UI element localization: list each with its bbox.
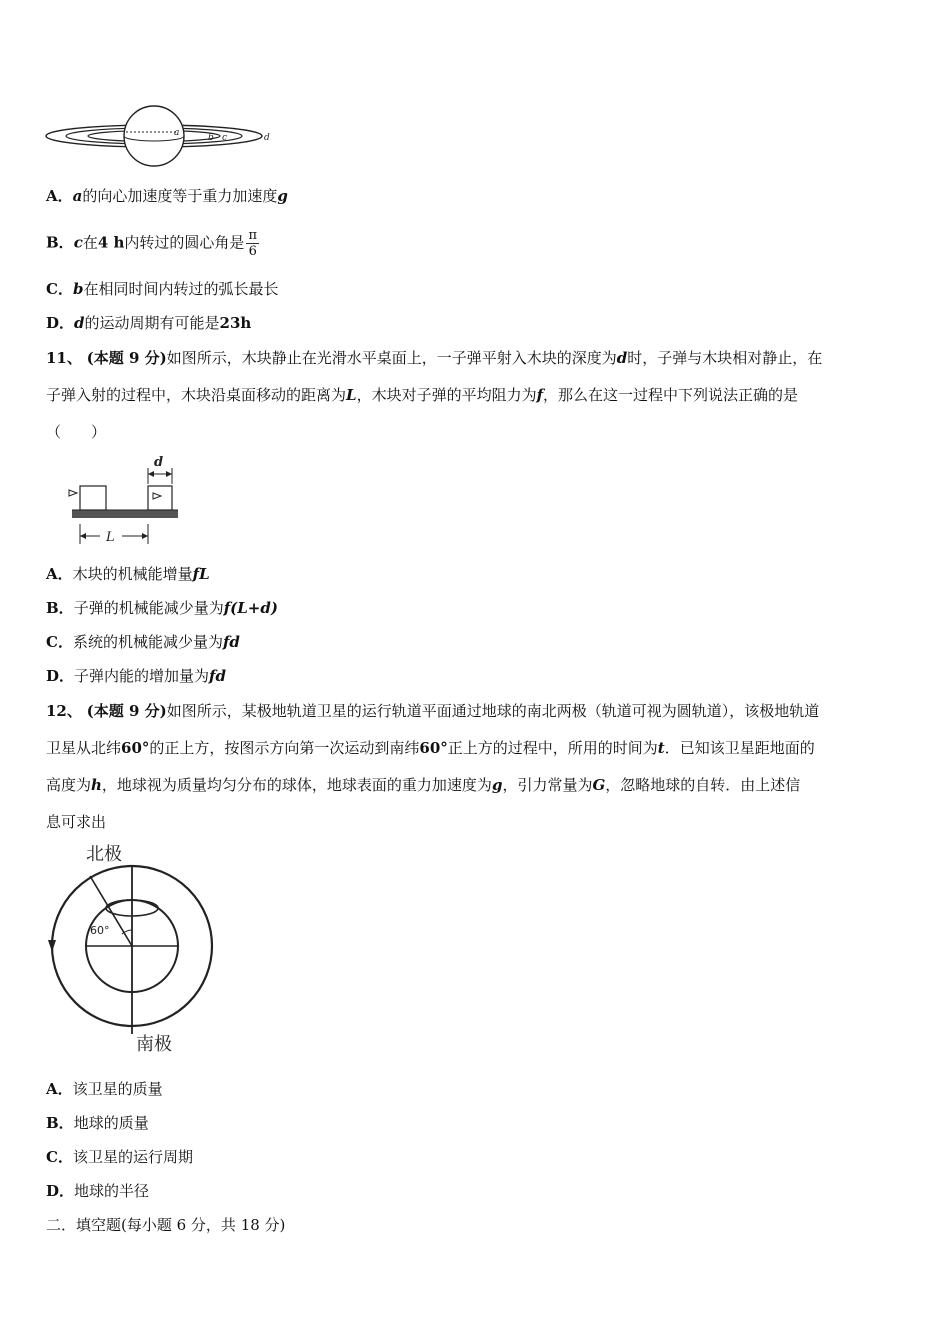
option-text: 地球的质量 xyxy=(73,1114,149,1132)
option-text: 在 xyxy=(82,233,98,252)
var-g: g xyxy=(277,187,288,205)
option-expr: fL xyxy=(192,565,210,583)
option-letter: C． xyxy=(46,280,73,298)
q11-option-a[interactable] xyxy=(46,564,210,584)
stem-text: ，地球视为质量均匀分布的球体，地球表面的重力加速度为 xyxy=(101,776,492,794)
block-bullet-figure xyxy=(64,452,184,548)
stem-text: 子弹入射的过程中，木块沿桌面移动的距离为 xyxy=(46,386,347,404)
q11-option-c[interactable] xyxy=(46,632,240,652)
fraction-numerator: π xyxy=(248,228,257,243)
stem-text: 正上方的过程中，所用的时间为 xyxy=(447,739,658,757)
var-f: f xyxy=(536,386,544,404)
stem-text: 如图所示，木块静止在光滑水平桌面上，一子弹平射入木块的深度为 xyxy=(166,349,617,367)
stem-text: 如图所示，某极地轨道卫星的运行轨道平面通过地球的南北两极（轨道可视为圆轨道），该极地轨道 xyxy=(166,702,820,720)
question-score: (本题 9 分) xyxy=(86,349,167,367)
q12-option-c[interactable] xyxy=(46,1147,193,1167)
north-pole-label: 北极 xyxy=(86,844,122,865)
option-letter: B． xyxy=(46,1114,74,1132)
stem-text: ，引力常量为 xyxy=(502,776,593,794)
stem-text: 时，子弹与木块相对静止，在 xyxy=(627,349,823,367)
q11-answer-blank: （ ） xyxy=(46,423,107,441)
stem-text: ．已知该卫星距地面的 xyxy=(664,739,815,757)
option-letter: B． xyxy=(46,599,74,617)
degree-value: 60° xyxy=(419,739,448,757)
var-a: a xyxy=(72,187,83,205)
var-L: L xyxy=(346,386,357,404)
option-letter: D． xyxy=(46,667,75,685)
q12-stem-line-2 xyxy=(46,738,815,758)
orbit-figure xyxy=(44,100,284,172)
label-d: d xyxy=(154,455,164,470)
option-number: 4 h xyxy=(97,233,125,252)
q10-option-c[interactable] xyxy=(46,279,278,299)
q11-option-d[interactable] xyxy=(46,666,226,686)
question-number: 11、 xyxy=(46,349,82,367)
label-L: L xyxy=(106,530,115,545)
var-c: c xyxy=(73,233,83,252)
var-b: b xyxy=(72,280,84,298)
q11-stem-line-2 xyxy=(46,385,798,405)
option-text: 该卫星的质量 xyxy=(72,1080,163,1098)
option-text: 子弹的机械能减少量为 xyxy=(73,599,224,617)
var-t: t xyxy=(657,739,665,757)
q10-option-b[interactable] xyxy=(46,228,259,259)
option-text: 在相同时间内转过的弧长最长 xyxy=(83,280,279,298)
option-text: 木块的机械能增量 xyxy=(72,565,193,583)
option-letter: A． xyxy=(46,1080,73,1098)
option-expr: fd xyxy=(209,667,226,685)
option-text: 内转过的圆心角是 xyxy=(124,233,245,252)
q12-stem-line-4: 息可求出 xyxy=(46,813,107,831)
q12-option-b[interactable] xyxy=(46,1113,149,1133)
var-d: d xyxy=(74,314,85,332)
south-pole-label: 南极 xyxy=(136,1034,172,1055)
option-text: 该卫星的运行周期 xyxy=(72,1148,193,1166)
q10-option-d[interactable] xyxy=(46,313,251,333)
section-2-title: 二．填空题(每小题 6 分，共 18 分) xyxy=(46,1216,286,1234)
stem-text: 的正上方，按图示方向第一次运动到南纬 xyxy=(149,739,420,757)
orbit-label-b: b xyxy=(208,133,214,143)
option-text: 系统的机械能减少量为 xyxy=(72,633,223,651)
option-expr: fd xyxy=(222,633,240,651)
option-text: 的运动周期有可能是 xyxy=(84,314,220,332)
q12-option-d[interactable] xyxy=(46,1181,149,1201)
fraction-denominator: 6 xyxy=(248,244,257,259)
var-d: d xyxy=(616,349,628,367)
question-number: 12、 xyxy=(46,702,82,720)
option-text: 的向心加速度等于重力加速度 xyxy=(82,187,278,205)
q12-stem-line-3 xyxy=(46,775,800,795)
stem-text: 卫星从北纬 xyxy=(46,739,122,757)
var-h: h xyxy=(91,776,102,794)
question-score: (本题 9 分) xyxy=(86,702,167,720)
stem-text: ，忽略地球的自转．由上述信 xyxy=(605,776,801,794)
option-letter: A． xyxy=(46,565,73,583)
option-text: 地球的半径 xyxy=(74,1182,150,1200)
q12-stem-line-1 xyxy=(46,701,819,721)
stem-text: ，木块对子弹的平均阻力为 xyxy=(356,386,537,404)
option-text: 子弹内能的增加量为 xyxy=(74,667,210,685)
orbit-label-a: a xyxy=(174,128,180,138)
option-letter: A． xyxy=(46,187,73,205)
option-value: 23h xyxy=(219,314,252,332)
q11-option-b[interactable] xyxy=(46,598,278,618)
option-letter: D． xyxy=(46,314,75,332)
orbit-label-d: d xyxy=(264,133,270,143)
option-letter: C． xyxy=(46,1148,73,1166)
option-letter: D． xyxy=(46,1182,75,1200)
q11-stem-line-1 xyxy=(46,348,822,368)
angle-label: 60° xyxy=(90,924,110,937)
polar-orbit-figure xyxy=(44,840,224,1056)
orbit-label-c: c xyxy=(222,133,228,143)
stem-text: ，那么在这一过程中下列说法正确的是 xyxy=(543,386,799,404)
option-letter: B． xyxy=(46,233,74,252)
var-g: g xyxy=(491,776,503,794)
var-G: G xyxy=(592,776,606,794)
direction-arrow-icon xyxy=(48,940,56,952)
fraction xyxy=(246,228,259,259)
q12-option-a[interactable] xyxy=(46,1079,163,1099)
q10-option-a[interactable] xyxy=(46,186,288,206)
option-expr: f(L+d) xyxy=(223,599,278,617)
stem-text: 高度为 xyxy=(46,776,92,794)
option-letter: C． xyxy=(46,633,73,651)
degree-value: 60° xyxy=(121,739,150,757)
